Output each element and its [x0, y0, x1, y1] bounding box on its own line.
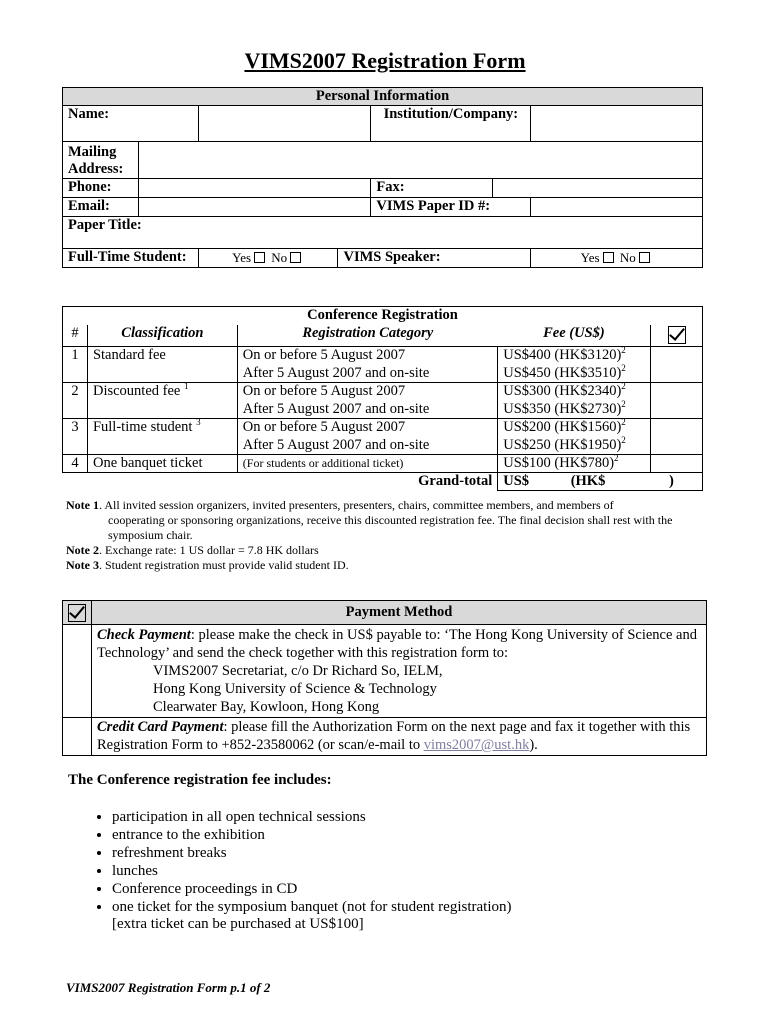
row-check-cell[interactable]: [651, 347, 703, 383]
row-classification: One banquet ticket: [87, 455, 237, 473]
fee-value: US$200 (HK$1560): [503, 419, 622, 435]
card-payment-end: ).: [529, 737, 538, 753]
col-category-header: Registration Category: [237, 325, 497, 347]
row-category-early: On or before 5 August 2007: [237, 347, 497, 365]
phone-label: Phone:: [63, 179, 139, 198]
fee-note-sup: 2: [621, 417, 626, 428]
note1-label: Note 1: [66, 498, 99, 512]
conference-table: [62, 306, 703, 491]
fee-note-sup: 2: [621, 398, 626, 409]
speaker-options: [531, 249, 703, 268]
row-check-cell[interactable]: [651, 383, 703, 419]
notes: [66, 498, 706, 573]
card-payment-text: : please fill the Authorization Form on the next page and fax it together with this Registration Form to +852-23580062 (or scan/e-mail to: [97, 719, 691, 753]
fee-note-sup: 2: [621, 345, 626, 356]
mailing-address-field[interactable]: [138, 142, 702, 179]
check-payment-label: Check Payment: [97, 627, 191, 643]
speaker-yes-label: Yes: [580, 250, 600, 265]
row-fee-early: [498, 419, 651, 437]
grand-total-close: ): [668, 473, 674, 489]
note2-label: Note 2: [66, 543, 99, 557]
row-fee-late: [498, 398, 651, 419]
fee-value: US$400 (HK$3120): [503, 347, 622, 363]
page-footer: VIMS2007 Registration Form p.1 of 2: [66, 980, 271, 995]
classification-text: Full-time student: [92, 419, 193, 435]
speaker-yes-checkbox[interactable]: [603, 252, 614, 263]
check-payment-text: : please make the check in US$ payable to: ‘The Hong Kong University of Science and Technology’ and send the check together with this registration form to:: [97, 627, 697, 661]
student-yes-label: Yes: [232, 250, 252, 265]
fee-value: US$100 (HK$780): [503, 455, 615, 471]
payment-header: Payment Method: [92, 601, 707, 625]
classification-note-sup: 3: [196, 417, 201, 428]
fax-label: Fax:: [371, 179, 493, 198]
name-label: Name:: [63, 106, 199, 142]
email-label: Email:: [63, 198, 139, 217]
fee-value: US$250 (HK$1950): [503, 436, 622, 453]
grand-total-label: Grand-total: [63, 473, 498, 491]
row-num: 1: [63, 347, 88, 383]
paper-id-label: VIMS Paper ID #:: [371, 198, 531, 217]
row-num: 3: [63, 419, 88, 455]
row-check-cell[interactable]: [651, 419, 703, 455]
includes-item: • lunches: [112, 862, 512, 880]
page-title: VIMS2007 Registration Form: [244, 48, 526, 73]
includes-title: The Conference registration fee includes:: [68, 772, 332, 788]
mailing-address-label: Mailing Address:: [63, 142, 139, 179]
address-line2: Hong Kong University of Science & Technology: [153, 681, 437, 697]
row-category-late: After 5 August 2007 and on-site: [237, 401, 497, 419]
row-fee-late: [498, 434, 651, 455]
paper-id-field[interactable]: [531, 198, 703, 217]
includes-item: • one ticket for the symposium banquet (not for student registration): [112, 898, 512, 916]
student-options: [198, 249, 338, 268]
row-fee-early: [498, 383, 651, 401]
check-payment-cell: [92, 625, 707, 718]
row-num: 4: [63, 455, 88, 473]
row-check-cell[interactable]: [651, 455, 703, 473]
includes-item: • refreshment breaks: [112, 844, 512, 862]
personal-info-header: Personal Information: [63, 88, 703, 106]
address-line1: VIMS2007 Secretariat, c/o Dr Richard So, IELM,: [153, 663, 443, 679]
fax-field[interactable]: [493, 179, 703, 198]
col-classification-header: Classification: [87, 325, 237, 347]
includes-item: • participation in all open technical sessions: [112, 808, 512, 826]
note1-cont2: symposium chair.: [108, 528, 193, 542]
speaker-no-label: No: [619, 250, 636, 265]
note1-text: . All invited session organizers, invited presenters, presenters, chairs, committee members, and members of: [99, 498, 614, 512]
checkbox-checked-icon: [68, 604, 86, 622]
institution-field[interactable]: [531, 106, 703, 142]
includes-extra: [extra ticket can be purchased at US$100]: [112, 916, 364, 932]
student-no-checkbox[interactable]: [290, 252, 301, 263]
row-fee-late: [498, 362, 651, 383]
grand-total-hk: (HK$: [570, 473, 606, 489]
fee-value: US$300 (HK$2340): [503, 383, 622, 399]
row-classification: [87, 419, 237, 455]
row-category-late: After 5 August 2007 and on-site: [237, 365, 497, 383]
col-fee-header: Fee (US$): [498, 325, 651, 347]
includes-list: [70, 808, 512, 916]
card-payment-checkbox[interactable]: [63, 718, 92, 756]
fee-value: US$450 (HK$3510): [503, 364, 622, 381]
payment-table: [62, 600, 707, 756]
includes-item: • entrance to the exhibition: [112, 826, 512, 844]
fee-note-sup: 2: [621, 381, 626, 392]
row-fee-early: [498, 347, 651, 365]
speaker-no-checkbox[interactable]: [639, 252, 650, 263]
email-link[interactable]: vims2007@ust.hk: [423, 737, 530, 753]
row-classification: [87, 347, 237, 383]
classification-text: Discounted fee: [92, 383, 181, 399]
row-num: 2: [63, 383, 88, 419]
includes-item: • Conference proceedings in CD: [112, 880, 512, 898]
name-field[interactable]: [198, 106, 371, 142]
speaker-label: VIMS Speaker:: [338, 249, 531, 268]
classification-note-sup: 1: [183, 381, 189, 392]
row-fee: [498, 455, 651, 473]
student-label: Full-Time Student:: [63, 249, 199, 268]
note1-cont1: cooperating or sponsoring organizations, receive this discounted registration fee. The final decision shall rest with the: [108, 513, 673, 527]
row-category-early: On or before 5 August 2007: [237, 419, 497, 437]
col-num-header: #: [63, 325, 88, 347]
paper-title-label: Paper Title:: [63, 217, 703, 249]
personal-info-table: [62, 87, 703, 268]
row-category-late: After 5 August 2007 and on-site: [237, 437, 497, 455]
note3-label: Note 3: [66, 558, 99, 572]
fee-note-sup: 2: [621, 362, 626, 373]
email-field[interactable]: [138, 198, 370, 217]
phone-field[interactable]: [138, 179, 370, 198]
row-category-early: On or before 5 August 2007: [237, 383, 497, 401]
row-classification: [87, 383, 237, 419]
address-line3: Clearwater Bay, Kowloon, Hong Kong: [153, 699, 380, 715]
card-payment-cell: [92, 718, 707, 756]
institution-label: Institution/Company:: [371, 106, 531, 142]
card-payment-label: Credit Card Payment: [97, 719, 224, 735]
note2-text: . Exchange rate: 1 US dollar = 7.8 HK dollars: [99, 543, 319, 557]
student-no-label: No: [271, 250, 288, 265]
conference-header: Conference Registration: [63, 307, 703, 325]
fee-value: US$350 (HK$2730): [503, 400, 622, 417]
payment-check-cell: [63, 601, 92, 625]
check-payment-checkbox[interactable]: [63, 625, 92, 718]
grand-total-field[interactable]: [498, 473, 703, 491]
grand-total-us: US$: [503, 473, 530, 489]
student-yes-checkbox[interactable]: [254, 252, 265, 263]
checkbox-checked-icon: [668, 326, 686, 344]
fee-note-sup: 2: [621, 434, 626, 445]
fee-note-sup: 2: [614, 453, 619, 464]
row-category: (For students or additional ticket): [237, 455, 497, 473]
note3-text: . Student registration must provide valid student ID.: [99, 558, 349, 572]
classification-text: Standard fee: [92, 347, 166, 363]
col-check-header: [651, 325, 703, 347]
